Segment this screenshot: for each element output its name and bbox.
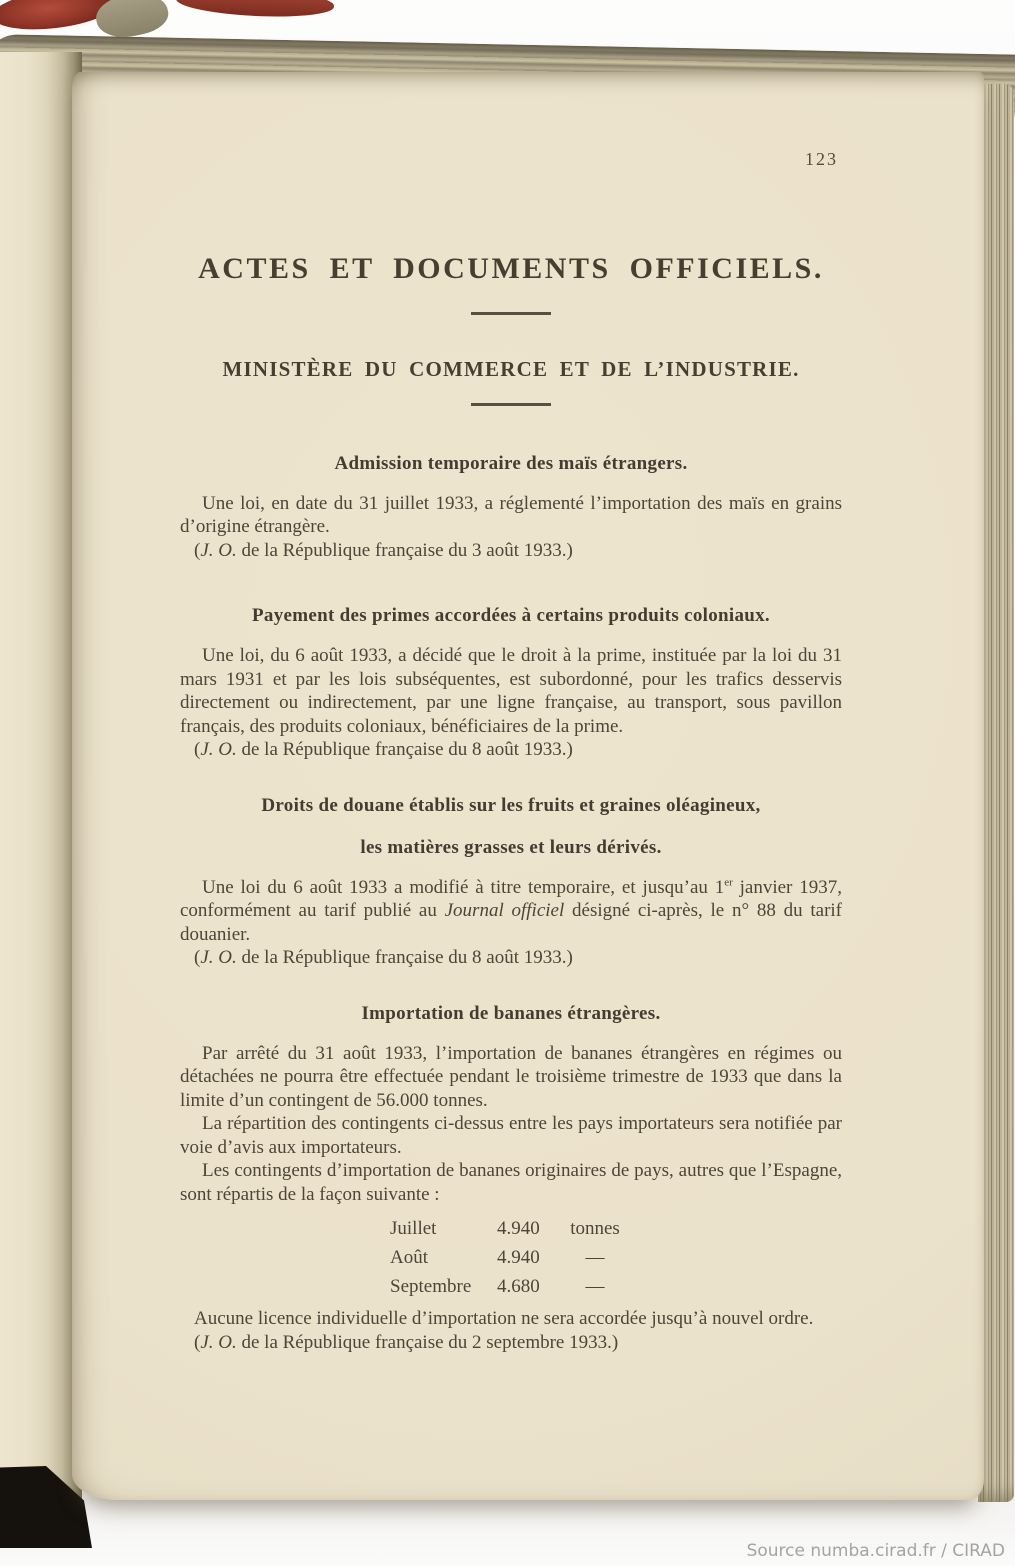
ministry-title: MINISTÈRE DU COMMERCE ET DE L’INDUSTRIE. bbox=[222, 356, 800, 381]
section-heading-line2: les matières grasses et leurs dérivés. bbox=[360, 836, 662, 858]
title-divider bbox=[471, 312, 551, 315]
quota-month: Septembre bbox=[390, 1276, 472, 1297]
paragraph: Par arrêté du 31 août 1933, l’importation de bananes étrangères en régimes ou détachées ne pourra être effectuée pendant le troisième trimestre de 1933 que dans la limite d’un contingent de 56.000 tonnes. bbox=[180, 1042, 842, 1111]
body-text: Une loi du 6 août 1933 a modifié à titre temporaire, et jusqu’au 1 bbox=[202, 876, 725, 898]
source-credit: Source numba.cirad.fr / CIRAD bbox=[746, 1541, 1005, 1561]
ref-journal-abbrev: J. O. bbox=[200, 1331, 237, 1353]
main-title: ACTES ET DOCUMENTS OFFICIELS. bbox=[198, 251, 824, 285]
quota-unit: tonnes bbox=[570, 1218, 620, 1239]
quota-month: Juillet bbox=[390, 1218, 437, 1239]
section-heading: Admission temporaire des maïs étrangers. bbox=[334, 452, 688, 474]
ref-open: ( bbox=[194, 739, 201, 760]
body-text: janvier 1937, conformément au tarif publié au bbox=[180, 876, 842, 921]
ref-open: ( bbox=[194, 947, 201, 968]
ministry-divider bbox=[471, 403, 551, 406]
journal-reference bbox=[180, 946, 842, 970]
table-row bbox=[390, 1243, 842, 1272]
journal-reference bbox=[180, 738, 842, 762]
table-row bbox=[390, 1214, 842, 1243]
page-content bbox=[180, 72, 842, 1354]
journal-reference bbox=[180, 1331, 842, 1355]
closing-paragraph: Aucune licence individuelle d’importation ne sera accordée jusqu’à nouvel ordre. bbox=[194, 1308, 814, 1329]
quota-value: 4.680 bbox=[497, 1276, 540, 1297]
ref-text: de la République française du 8 août 1933.) bbox=[236, 947, 573, 968]
section-heading-line1: Droits de douane établis sur les fruits et graines oléagineux, bbox=[261, 794, 761, 816]
paragraph: Une loi, en date du 31 juillet 1933, a réglementé l’importation des maïs en grains d’origine étrangère. bbox=[180, 492, 842, 537]
section-admission-mais bbox=[180, 452, 842, 563]
ordinal-superscript: er bbox=[724, 876, 733, 889]
body-text: désigné ci-après, le n° 88 du tarif douanier. bbox=[180, 900, 842, 945]
quota-value: 4.940 bbox=[497, 1218, 540, 1239]
ref-open: ( bbox=[194, 1331, 201, 1353]
ref-journal-abbrev: J. O. bbox=[200, 739, 237, 760]
section-primes-coloniaux bbox=[180, 604, 842, 762]
quota-month: Août bbox=[390, 1247, 428, 1268]
ref-journal-abbrev: J. O. bbox=[200, 539, 237, 561]
headband-red-right bbox=[176, 0, 335, 19]
section-droits-douane bbox=[180, 794, 842, 970]
journal-officiel-italic: Journal officiel bbox=[444, 900, 565, 921]
ref-text: de la République française du 8 août 1933.) bbox=[236, 739, 573, 760]
ref-open: ( bbox=[194, 539, 201, 561]
quota-value: 4.940 bbox=[497, 1247, 540, 1268]
left-page-gutter bbox=[0, 52, 82, 1510]
paragraph: Une loi, du 6 août 1933, a décidé que le droit à la prime, instituée par la loi du 31 mars 1931 et par les lois subséquentes, est subordonné, pour les trafics desservis directement ou indirectement, par une ligne française, au transport, sous pavillon français, des produits coloniaux, bénéficiaires de la prime. bbox=[180, 645, 842, 737]
paragraph: Les contingents d’importation de bananes originaires de pays, autres que l’Espagne, sont répartis de la façon suivante : bbox=[180, 1160, 842, 1205]
ref-text: de la République française du 2 septembre 1933.) bbox=[236, 1331, 619, 1353]
section-heading: Importation de bananes étrangères. bbox=[361, 1002, 661, 1024]
ref-text: de la République française du 3 août 1933.) bbox=[236, 539, 573, 561]
page-number: 123 bbox=[805, 149, 838, 169]
paragraph bbox=[180, 876, 842, 947]
table-row bbox=[390, 1272, 842, 1301]
quota-unit: — bbox=[585, 1276, 605, 1297]
section-heading: Payement des primes accordées à certains produits coloniaux. bbox=[252, 605, 770, 626]
section-importation-bananes bbox=[180, 1002, 842, 1355]
quota-unit: — bbox=[585, 1247, 605, 1268]
book-page bbox=[72, 72, 984, 1500]
paragraph: La répartition des contingents ci-dessus entre les pays importateurs sera notifiée par voie d’avis aux importateurs. bbox=[180, 1113, 842, 1158]
monthly-quota-table bbox=[390, 1214, 842, 1301]
journal-reference bbox=[180, 539, 842, 563]
ref-journal-abbrev: J. O. bbox=[200, 947, 237, 968]
